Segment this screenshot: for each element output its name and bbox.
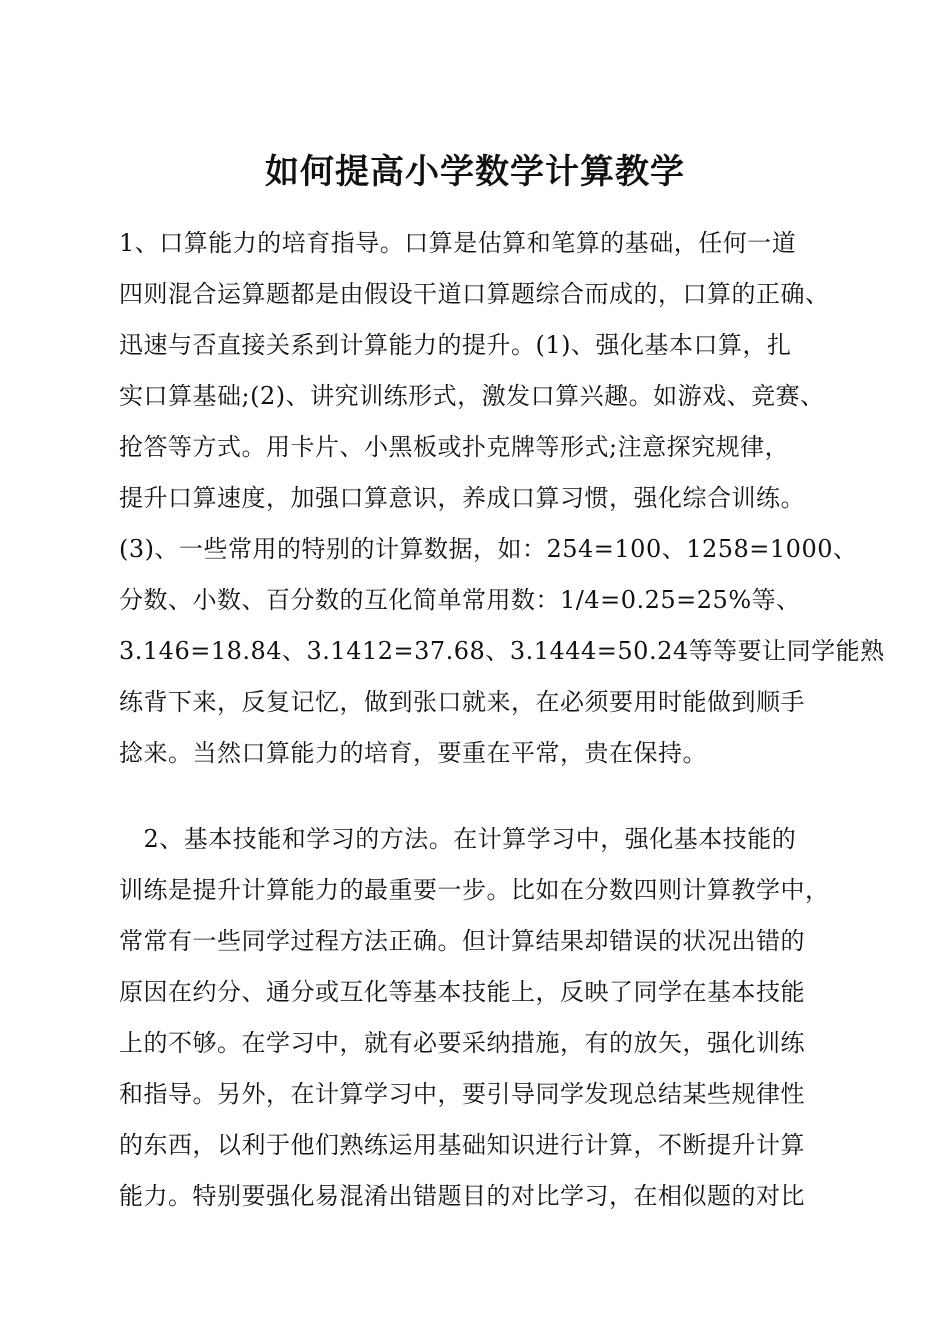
paragraph-1 (119, 218, 885, 779)
text-line: 的东西，以利于他们熟练运用基础知识进行计算，不断提升计算 (119, 1131, 805, 1159)
text-line: 迅速与否直接关系到计算能力的提升。(1)、强化基本口算，扎 (119, 331, 792, 359)
text-line: 训练是提升计算能力的最重要一步。比如在分数四则计算教学中， (119, 876, 830, 904)
text-line: 提升口算速度，加强口算意识，养成口算习惯，强化综合训练。 (119, 484, 805, 512)
text-line: 2、基本技能和学习的方法。在计算学习中，强化基本技能的 (119, 825, 797, 853)
text-line: 分数、小数、百分数的互化简单常用数：1/4=0.25=25%等、 (119, 586, 801, 614)
text-line: 能力。特别要强化易混淆出错题目的对比学习，在相似题的对比 (119, 1182, 805, 1210)
document-title: 如何提高小学数学计算教学 (265, 152, 685, 192)
text-line: 捻来。当然口算能力的培育，要重在平常，贵在保持。 (119, 739, 707, 767)
text-line: (3)、一些常用的特别的计算数据，如：254=100、1258=1000、 (119, 535, 858, 563)
text-line: 抢答等方式。用卡片、小黑板或扑克牌等形式;注意探究规律， (119, 433, 790, 461)
text-line: 实口算基础;(2)、讲究训练形式，激发口算兴趣。如游戏、竞赛、 (119, 382, 825, 410)
text-line: 3.146=18.84、3.1412=37.68、3.1444=50.24等等要让同学能熟 (119, 637, 885, 665)
text-line: 1、口算能力的培育指导。口算是估算和笔算的基础，任何一道 (119, 229, 797, 257)
paragraph-2 (119, 814, 849, 1222)
text-line: 练背下来，反复记忆，做到张口就来，在必须要用时能做到顺手 (119, 688, 805, 716)
text-line: 常常有一些同学过程方法正确。但计算结果却错误的状况出错的 (119, 927, 805, 955)
text-line: 上的不够。在学习中，就有必要采纳措施，有的放矢，强化训练 (119, 1029, 805, 1057)
text-line: 原因在约分、通分或互化等基本技能上，反映了同学在基本技能 (119, 978, 805, 1006)
text-line: 四则混合运算题都是由假设干道口算题综合而成的，口算的正确、 (119, 280, 830, 308)
text-line: 和指导。另外，在计算学习中，要引导同学发现总结某些规律性 (119, 1080, 805, 1108)
